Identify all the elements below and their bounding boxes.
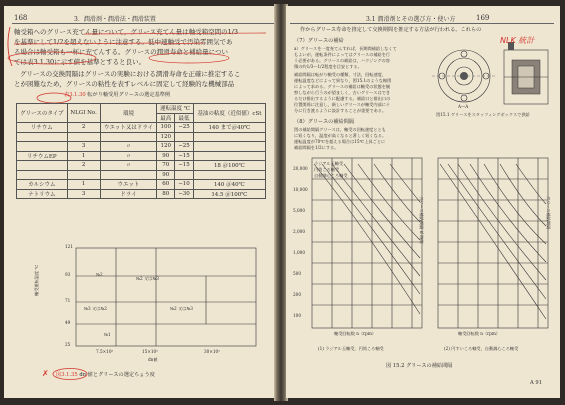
cell: ウエット <box>100 180 157 190</box>
body-line: に短くなり，温度が高くなると著しく短くなる。 <box>294 133 387 138</box>
curve <box>440 164 546 319</box>
y-tick: 1,000 <box>293 250 305 255</box>
cell <box>17 132 68 142</box>
x-axis-label: dn値 <box>148 357 158 362</box>
cell: リチウムEP <box>17 151 68 161</box>
right-head-rule <box>290 23 554 24</box>
red-circle-mark <box>50 367 90 381</box>
right-running-head: 3.1 潤滑剤とその選び方・使い方 <box>366 16 456 23</box>
y-tick: 71 <box>65 298 71 303</box>
y-axis-label: 軸受運転温度 ℃ <box>34 264 39 296</box>
cell: 2 <box>67 161 100 171</box>
body-line: 運転温度が70℃を超える場合は15℃上昇ごとに <box>294 139 386 144</box>
body-line: 軸受箱へのグリース充てん量について，グリース充てん量は軸受箱空間の1/3 <box>14 28 239 36</box>
cell: ナトリウム <box>17 189 68 199</box>
cell: 18 ＠100℃ <box>193 161 265 171</box>
left-page <box>4 6 276 398</box>
cell <box>17 170 68 180</box>
body-line: とが困難なため，グリースの粘性を表すレベルに固定して経験的な機械部品 <box>14 80 235 88</box>
table-row <box>17 161 266 171</box>
cell <box>193 170 265 180</box>
cell <box>175 132 194 142</box>
body-line: 察しながら行うのが望ましく，古いグリースはでき <box>294 90 391 95</box>
cell <box>67 170 100 180</box>
cell: 3 <box>67 189 100 199</box>
table-row <box>17 151 266 161</box>
body-line: a）グリースを一度充てんすれば，長期間補給しなくて <box>294 46 397 51</box>
left-running-head: 3．潤滑剤・潤滑法・潤滑装置 <box>74 16 156 23</box>
y-tick: 93 <box>65 272 71 277</box>
region-label: №2 又は№3 <box>170 306 193 311</box>
body-line: るだけ排出するように配慮する。補給口と排出口の <box>294 96 391 101</box>
table-header: NLGI No. <box>67 104 100 123</box>
y-axis-label: グリース補給間隔 tf 時間 <box>419 196 424 244</box>
cell: 1 <box>67 180 100 190</box>
small-figure-caption: 図15.1 グリースをスタッフィングボックスで供給 <box>436 112 530 117</box>
region-label: №2 又は№3 <box>136 276 159 281</box>
body-line: る場合は軸受箱も一杯に充てんする。グリースの潤滑寿命と補給量につい <box>14 48 229 56</box>
cell: −30 <box>175 189 194 199</box>
cell: 60 <box>157 180 175 190</box>
cell: −15 <box>175 161 194 171</box>
table-row <box>17 170 266 180</box>
figure-caption-prefix: 図3.1.35 <box>56 372 78 378</box>
table-row <box>17 180 266 190</box>
chart-frame <box>76 248 256 346</box>
cell: リチウム <box>17 123 68 133</box>
region-label: №3 又は№2 <box>84 306 107 311</box>
cell <box>100 132 157 142</box>
body-line: 位置関係に注意し，新しいグリースが軸受内部に十 <box>294 102 391 107</box>
body-line: グリースの交換間隔はグリースの実験における潤滑寿命を正確に推定するこ <box>20 70 241 78</box>
table-row <box>17 132 266 142</box>
handwritten-note: NLK 統計 <box>500 36 535 45</box>
legend-entry: 自動調心ころ軸受 <box>314 173 348 178</box>
cell: 80 <box>157 189 175 199</box>
cell <box>17 142 68 152</box>
y-axis-label: グリース補給間隔 <box>546 196 551 230</box>
table-header: 基油の粘度（近似値）cSt <box>193 104 265 123</box>
cell: 90 <box>157 170 175 180</box>
y-tick: 2,000 <box>293 229 305 234</box>
curve <box>458 164 546 280</box>
curve <box>390 164 420 202</box>
y-tick: 100 <box>293 313 301 318</box>
cell <box>193 151 265 161</box>
cell: 〃 <box>100 151 157 161</box>
figure-caption-text: dn 値とグリースの選定ちょう度 <box>79 372 155 378</box>
x-tick: 7.5×10⁵ <box>96 349 114 354</box>
cell <box>67 132 100 142</box>
cell: −15 <box>175 151 194 161</box>
cell: −25 <box>175 142 194 152</box>
grease-interval-charts <box>292 154 554 364</box>
cell <box>100 170 157 180</box>
curve <box>314 164 420 314</box>
cell <box>17 161 68 171</box>
table-header: 環境 <box>100 104 157 123</box>
cell: 2 <box>67 123 100 133</box>
cell: 120 <box>157 142 175 152</box>
table-subheader: 最高 <box>157 113 175 123</box>
table-caption <box>64 92 170 99</box>
y-tick: 25 <box>65 342 71 347</box>
x-tick: 15×10⁵ <box>142 349 158 354</box>
y-tick: 49 <box>65 320 71 325</box>
red-annotation-marks <box>4 24 276 94</box>
table-caption-prefix: 表3.1.30 <box>64 92 86 98</box>
cell: 140 まで＠40℃ <box>193 123 265 133</box>
main-figure-caption: 図 15.2 グリースの補給間隔 <box>386 363 453 369</box>
table-caption-text: 転がり軸受用グリースの選定基準例 <box>87 92 171 98</box>
body-line: 補給間隔を1/2にする。 <box>294 145 339 150</box>
cell <box>193 142 265 152</box>
y-tick: 121 <box>65 244 73 249</box>
cell: ドライ <box>100 189 157 199</box>
body-line: 分に行き渡るように設計することが重要である。 <box>294 108 387 113</box>
table-row <box>17 123 266 133</box>
y-tick: 500 <box>293 271 301 276</box>
cell: 〃 <box>100 142 157 152</box>
cell: ウエット又はドライ <box>100 123 157 133</box>
cell: −10 <box>175 180 194 190</box>
table-row <box>17 142 266 152</box>
section-title: （8）グリースの補給間隔 <box>294 119 355 125</box>
x-axis-label: 軸受回転数 n（rpm） <box>458 331 500 336</box>
corner-mark: A 91 <box>530 380 542 386</box>
cell <box>175 170 194 180</box>
grease-selection-table <box>16 103 266 199</box>
region-label: №1 <box>104 332 111 337</box>
body-line: 運転温度などによって異なり，図15.1のような線図 <box>294 78 392 83</box>
section-label: A—A <box>458 104 469 109</box>
body-line: 積の約1/3〜1/2程度を目安とする。 <box>294 64 362 69</box>
y-tick: 5,000 <box>293 208 305 213</box>
body-line: う必要がある。グリースの補給は，ハウジングの容 <box>294 58 390 63</box>
x-tick: 30×10⁵ <box>204 349 220 354</box>
body-line: 図の補給間隔グリースは，軸受の回転速度ととも <box>294 127 386 132</box>
body-line: によって求める。グリースの補給は軸受の状態を観 <box>294 84 391 89</box>
cell: 140 ＠40℃ <box>193 180 265 190</box>
body-line: もよいが，運転条件によってはグリースの補給を行 <box>294 52 391 57</box>
body-line: ては表3.1.30に示す値を基準とすると良い。 <box>14 58 146 66</box>
sub-caption: (1) ラジアル玉軸受，円筒ころ軸受 <box>318 346 384 351</box>
right-page-number: 169 <box>476 14 490 22</box>
curve <box>516 164 546 204</box>
legend-entry: ラジアル玉軸受 <box>314 161 344 166</box>
table-header: 運転温度 ℃ <box>157 104 193 114</box>
region-label: №2 <box>96 272 103 277</box>
cell: 120 <box>157 132 175 142</box>
cell: 14.5 ＠100℃ <box>193 189 265 199</box>
curve <box>358 164 420 240</box>
table-row <box>17 189 266 199</box>
cell: −25 <box>175 123 194 133</box>
cell: 3 <box>67 142 100 152</box>
body-line: を基準にして1/2を超えないように注意する。低中速軸受で汚染雰囲気であ <box>14 38 233 46</box>
handwritten-x-mark: ✗ <box>42 369 49 378</box>
right-page <box>286 6 560 398</box>
table-header: グリースのタイプ <box>17 104 68 123</box>
cell <box>193 132 265 142</box>
legend-entry: 円筒ころ軸受 <box>314 167 340 172</box>
sub-caption: (2) 円すいころ軸受，自動調心ころ軸受 <box>444 346 519 351</box>
curve <box>344 164 420 258</box>
cell: 1 <box>67 151 100 161</box>
cell: 70 <box>157 161 175 171</box>
cell: カルシウム <box>17 180 68 190</box>
chart-right-frame <box>438 158 548 328</box>
y-tick: 200 <box>293 292 301 297</box>
cell: 90 <box>157 151 175 161</box>
x-axis-label: 軸受回転数 n（rpm） <box>334 331 376 336</box>
left-page-number: 168 <box>14 14 28 22</box>
table-subheader: 最低 <box>175 113 194 123</box>
top-line: 作からグリース寿命を推定して交換期間を推定する方法が行われる。これらの <box>300 27 482 33</box>
body-line: 補給間隔は転がり軸受の種類，寸法，回転速度， <box>294 72 387 77</box>
curve <box>484 164 546 244</box>
curve <box>332 164 420 276</box>
section-title: （7）グリースの補給 <box>294 38 344 44</box>
y-tick: 20,000 <box>293 166 308 171</box>
y-tick: 10,000 <box>293 187 308 192</box>
cell: 〃 <box>100 161 157 171</box>
cell: 100 <box>157 123 175 133</box>
